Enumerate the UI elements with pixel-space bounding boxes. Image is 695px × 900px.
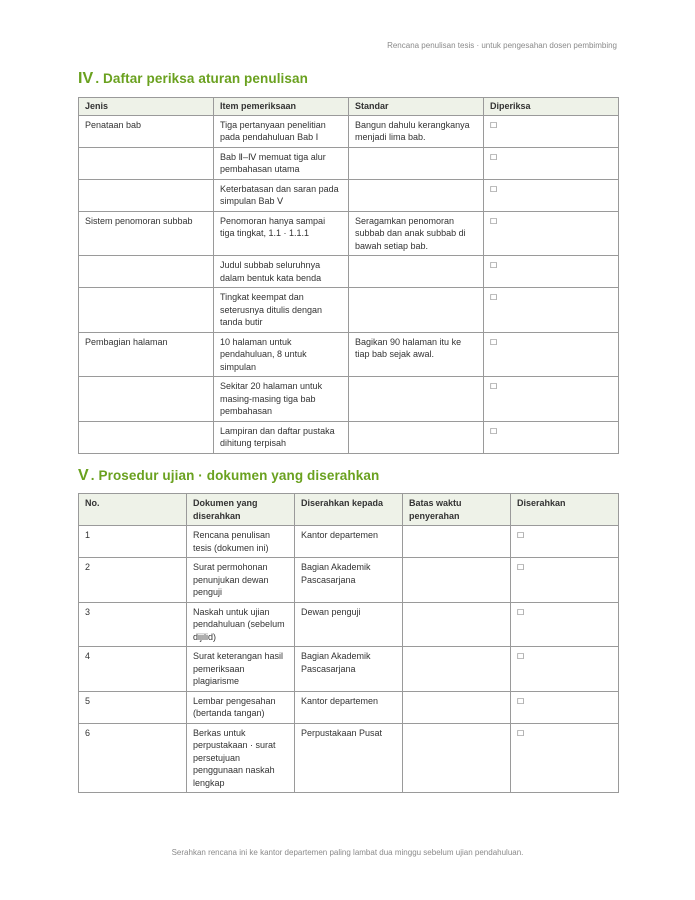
section-v-title-text: Prosedur ujian · dokumen yang diserahkan	[98, 468, 380, 483]
jenis-cell: Penataan bab	[79, 115, 214, 147]
checkbox-cell[interactable]	[484, 288, 619, 333]
jenis-cell	[79, 256, 214, 288]
checkbox-icon[interactable]: ☐	[490, 120, 498, 130]
item-cell: Lampiran dan daftar pustaka dihitung terpisah	[214, 421, 349, 453]
checklist-table	[78, 97, 619, 454]
checkbox-icon[interactable]: ☐	[490, 184, 498, 194]
document-cell: Rencana penulisan tesis (dokumen ini)	[187, 526, 295, 558]
section-iv-numeral: IV	[78, 70, 94, 87]
checkbox-icon[interactable]: ☐	[517, 652, 525, 661]
jenis-cell	[79, 147, 214, 179]
table-row	[79, 647, 619, 692]
standar-cell	[349, 421, 484, 453]
document-cell: Naskah untuk ujian pendahuluan (sebelum dijilid)	[187, 602, 295, 647]
deadline-cell[interactable]	[403, 526, 511, 558]
checkbox-cell[interactable]	[511, 723, 619, 793]
checkbox-icon[interactable]: ☐	[517, 696, 525, 706]
jenis-cell: Pembagian halaman	[79, 332, 214, 377]
standar-cell	[349, 179, 484, 211]
recipient-cell: Dewan penguji	[295, 602, 403, 647]
standar-cell	[349, 256, 484, 288]
column-header: Diserahkan	[511, 494, 619, 526]
table-row	[79, 377, 619, 422]
standar-cell	[349, 288, 484, 333]
running-header: Rencana penulisan tesis · untuk pengesahan dosen pembimbing	[387, 41, 617, 50]
column-header: Jenis	[79, 98, 214, 116]
checkbox-cell[interactable]	[511, 558, 619, 603]
checkbox-cell[interactable]	[511, 602, 619, 647]
item-cell: Judul subbab seluruhnya dalam bentuk kata benda	[214, 256, 349, 288]
table-row	[79, 332, 619, 377]
checkbox-cell[interactable]	[511, 526, 619, 558]
table-row	[79, 179, 619, 211]
checkbox-cell[interactable]	[484, 147, 619, 179]
item-cell: Tingkat keempat dan seterusnya ditulis dengan tanda butir	[214, 288, 349, 333]
standar-cell: Bagikan 90 halaman itu ke tiap bab sejak awal.	[349, 332, 484, 377]
standar-cell: Bangun dahulu kerangkanya menjadi lima bab.	[349, 115, 484, 147]
table-row	[79, 691, 619, 723]
item-cell: Bab Ⅱ–Ⅳ memuat tiga alur pembahasan utama	[214, 147, 349, 179]
number-cell: 3	[79, 602, 187, 647]
number-cell: 6	[79, 723, 187, 793]
column-header: Diserahkan kepada	[295, 494, 403, 526]
column-header: No.	[79, 494, 187, 526]
documents-table	[78, 493, 619, 793]
checkbox-cell[interactable]	[511, 647, 619, 692]
checkbox-cell[interactable]	[484, 256, 619, 288]
number-cell: 1	[79, 526, 187, 558]
number-cell: 4	[79, 647, 187, 692]
checkbox-cell[interactable]	[484, 211, 619, 256]
document-cell: Surat keterangan hasil pemeriksaan plagiarisme	[187, 647, 295, 692]
checkbox-cell[interactable]	[484, 377, 619, 422]
checkbox-icon[interactable]: ☐	[517, 563, 525, 572]
section-v-title: V . Prosedur ujian · dokumen yang diserahkan	[78, 467, 380, 484]
checkbox-icon[interactable]: ☐	[517, 607, 525, 617]
section-v-numeral: V	[78, 467, 89, 484]
column-header: Batas waktu penyerahan	[403, 494, 511, 526]
item-cell: Keterbatasan dan saran pada simpulan Bab Ⅴ	[214, 179, 349, 211]
recipient-cell: Perpustakaan Pusat	[295, 723, 403, 793]
item-cell: Tiga pertanyaan penelitian pada pendahuluan Bab Ⅰ	[214, 115, 349, 147]
checklist-header-row	[79, 98, 619, 116]
recipient-cell: Kantor departemen	[295, 691, 403, 723]
checkbox-icon[interactable]: ☐	[490, 382, 498, 391]
document-cell: Berkas untuk perpustakaan · surat persetujuan penggunaan naskah lengkap	[187, 723, 295, 793]
recipient-cell: Bagian Akademik Pascasarjana	[295, 647, 403, 692]
section-iv-title: IV . Daftar periksa aturan penulisan	[78, 70, 308, 87]
section-iv-title-text: Daftar periksa aturan penulisan	[103, 71, 308, 86]
column-header: Item pemeriksaan	[214, 98, 349, 116]
deadline-cell[interactable]	[403, 558, 511, 603]
jenis-cell: Sistem penomoran subbab	[79, 211, 214, 256]
table-row	[79, 526, 619, 558]
checkbox-cell[interactable]	[484, 421, 619, 453]
table-row	[79, 558, 619, 603]
table-row	[79, 421, 619, 453]
footer-note: Serahkan rencana ini ke kantor departemen paling lambat dua minggu sebelum ujian pendahuluan.	[171, 848, 524, 857]
jenis-cell	[79, 377, 214, 422]
table-row	[79, 115, 619, 147]
document-cell: Surat permohonan penunjukan dewan penguji	[187, 558, 295, 603]
recipient-cell: Bagian Akademik Pascasarjana	[295, 558, 403, 603]
deadline-cell[interactable]	[403, 723, 511, 793]
standar-cell: Seragamkan penomoran subbab dan anak subbab di bawah setiap bab.	[349, 211, 484, 256]
column-header: Standar	[349, 98, 484, 116]
standar-cell	[349, 377, 484, 422]
deadline-cell[interactable]	[403, 602, 511, 647]
jenis-cell	[79, 288, 214, 333]
checkbox-icon[interactable]: ☐	[490, 216, 498, 226]
checkbox-icon[interactable]: ☐	[490, 261, 498, 270]
checkbox-icon[interactable]: ☐	[490, 426, 498, 436]
checkbox-icon[interactable]: ☐	[517, 531, 525, 540]
deadline-cell[interactable]	[403, 647, 511, 692]
table-row	[79, 288, 619, 333]
jenis-cell	[79, 421, 214, 453]
deadline-cell[interactable]	[403, 691, 511, 723]
number-cell: 5	[79, 691, 187, 723]
checkbox-cell[interactable]	[484, 332, 619, 377]
checkbox-cell[interactable]	[484, 179, 619, 211]
table-row	[79, 723, 619, 793]
item-cell: Penomoran hanya sampai tiga tingkat, 1.1 · 1.1.1	[214, 211, 349, 256]
checkbox-icon[interactable]: ☐	[517, 728, 525, 738]
item-cell: 10 halaman untuk pendahuluan, 8 untuk simpulan	[214, 332, 349, 377]
checkbox-icon[interactable]: ☐	[490, 337, 498, 347]
column-header: Diperiksa	[484, 98, 619, 116]
checkbox-cell[interactable]	[484, 115, 619, 147]
table-row	[79, 211, 619, 256]
table-row	[79, 602, 619, 647]
documents-header-row	[79, 494, 619, 526]
checkbox-icon[interactable]: ☐	[490, 293, 498, 302]
jenis-cell	[79, 179, 214, 211]
checkbox-icon[interactable]: ☐	[490, 152, 498, 162]
document-cell: Lembar pengesahan (bertanda tangan)	[187, 691, 295, 723]
number-cell: 2	[79, 558, 187, 603]
table-row	[79, 147, 619, 179]
column-header: Dokumen yang diserahkan	[187, 494, 295, 526]
item-cell: Sekitar 20 halaman untuk masing-masing tiga bab pembahasan	[214, 377, 349, 422]
recipient-cell: Kantor departemen	[295, 526, 403, 558]
standar-cell	[349, 147, 484, 179]
checkbox-cell[interactable]	[511, 691, 619, 723]
table-row	[79, 256, 619, 288]
